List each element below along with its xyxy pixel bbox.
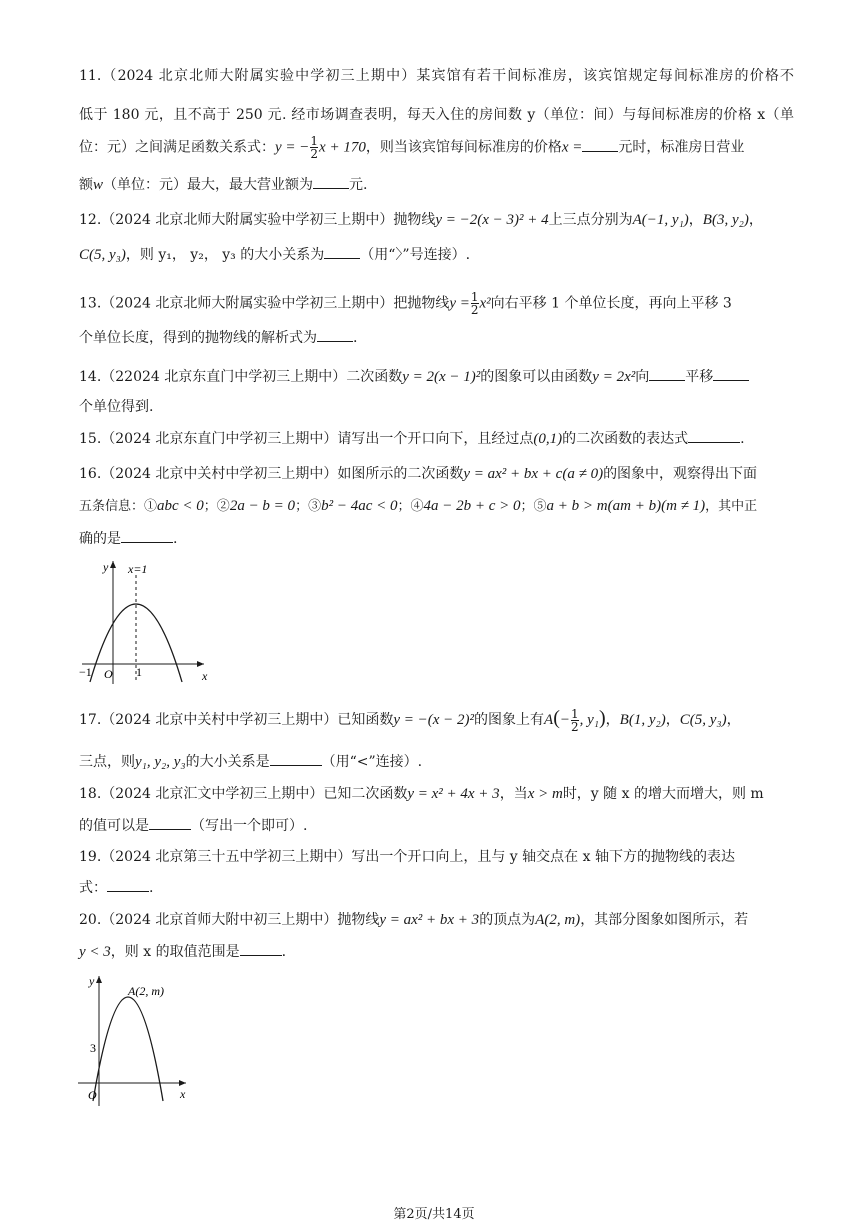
vertex-label: A(2, m) — [128, 984, 164, 998]
answer-blank — [107, 877, 149, 892]
q11-text: 元. — [349, 177, 368, 193]
q20-formula: y = ax² + bx + 3 — [379, 912, 480, 928]
frac-denominator: 2 — [310, 147, 319, 161]
q14-text: 的图象可以由函数 — [480, 369, 593, 385]
q11-text: 位：元）之间满足函数关系式： — [79, 139, 275, 156]
q17-point-c: C(5, y₃) — [679, 712, 727, 728]
q12-formula: y = −2(x − 3)² + 4 — [435, 212, 549, 228]
q18-text: ，当 — [499, 786, 528, 802]
q13-line-2 — [79, 327, 794, 349]
q18-text: （写出一个即可）. — [191, 818, 308, 834]
q13-line-1 — [79, 291, 794, 316]
q14-formula: y = 2(x − 1)² — [402, 369, 481, 385]
origin-label: O — [104, 667, 113, 681]
q12-point-a: A(−1, y₁) — [632, 212, 689, 228]
q12-text: 上三点分别为 — [548, 212, 633, 228]
q15-point: (0,1) — [533, 431, 563, 447]
q11-text: 元时，标准房日营业 — [618, 139, 745, 156]
frac-numerator: 1 — [310, 134, 319, 148]
q16-condition-4: 4a − 2b + c > 0 — [423, 498, 521, 514]
q16-text: ；⑤ — [520, 499, 547, 514]
q20-parabola-figure — [76, 970, 196, 1110]
q17-text: （用“<”连接）. — [321, 754, 423, 770]
y-intercept-label: 3 — [90, 1041, 96, 1055]
q11-line-3 — [79, 135, 794, 160]
q20-line-1 — [79, 909, 794, 931]
parabola-curve — [93, 997, 163, 1101]
answer-blank — [688, 428, 740, 443]
q16-formula: y = ax² + bx + c(a ≠ 0) — [463, 466, 604, 482]
q11-text: ，则当该宾馆每间标准房的价格 — [365, 139, 562, 156]
q14-text: 14.（22024 北京东直门中学初三上期中）二次函数 — [79, 369, 403, 385]
q17-text: 17.（2024 北京中关村中学初三上期中）已知函数 — [79, 712, 394, 728]
q12-line-2 — [79, 244, 794, 266]
q20-text: 20.（2024 北京首师大附中初三上期中）抛物线 — [79, 912, 380, 928]
q16-text: . — [173, 531, 178, 547]
q15-text: 的二次函数的表达式 — [562, 431, 689, 447]
q16-condition-1: abc < 0 — [157, 498, 204, 514]
q17-formula: y = −(x − 2)² — [393, 712, 475, 728]
q20-text: ，则 x 的取值范围是 — [110, 944, 240, 960]
q16-line-2 — [79, 495, 794, 518]
q17-text: 的图象上有 — [474, 712, 545, 728]
q19-text: 式： — [79, 880, 107, 896]
q12-text: （用“〉”号连接）. — [360, 247, 471, 263]
one-label: 1 — [136, 665, 142, 679]
q14-formula-2: y = 2x² — [592, 369, 636, 385]
y-axis-arrow-icon — [110, 561, 116, 568]
answer-blank — [324, 244, 360, 259]
frac-denominator: 2 — [570, 719, 579, 734]
q17-vars: y₁, y₂, y₃ — [135, 754, 186, 770]
answer-blank — [582, 137, 618, 152]
q17-fraction — [571, 708, 579, 733]
q11-line-2: 低于 180 元，且不高于 250 元. 经市场调查表明，每天入住的房间数 y（单位：间）与每间标准房的价格 x（单 — [79, 107, 794, 123]
q17-text: 的大小关系是 — [185, 754, 270, 770]
q18-line-1 — [79, 783, 794, 805]
q19-text: . — [149, 880, 154, 896]
symmetry-axis-label: x=1 — [128, 562, 148, 576]
q11-formula-tail: x + 170 — [319, 139, 366, 156]
x-label: x — [180, 1087, 186, 1101]
q17-point-a-label: A — [544, 712, 554, 728]
origin-label: O — [88, 1088, 97, 1102]
q18-text: 的值可以是 — [79, 818, 149, 834]
q16-line-3 — [79, 528, 794, 550]
q17-point-b: B(1, y₂) — [619, 712, 666, 728]
q13-text: 个单位长度，得到的抛物线的解析式为 — [79, 330, 317, 346]
q15-text: 15.（2024 北京东直门中学初三上期中）请写出一个开口向下，且经过点 — [79, 431, 534, 447]
q13-text: 向右平移 1 个单位长度，再向上平移 3 — [490, 295, 732, 312]
x-axis-arrow-icon — [197, 661, 204, 667]
q16-text: 16.（2024 北京中关村中学初三上期中）如图所示的二次函数 — [79, 466, 464, 482]
answer-blank — [649, 366, 685, 381]
q17-point-a-tail: , y₁ — [579, 712, 599, 728]
q17-line-2 — [79, 751, 794, 773]
q12-text: ，则 y₁， y₂， y₃ 的大小关系为 — [125, 247, 325, 263]
q18-text: 时，y 随 x 的增大而增大，则 m — [562, 786, 764, 802]
q20-point-a: A(2, m) — [535, 912, 581, 928]
q11-text: （单位：元）最大，最大营业额为 — [103, 177, 314, 193]
q19-line-2 — [79, 877, 794, 899]
q16-text: ；③ — [295, 499, 322, 514]
q16-line-1 — [79, 463, 794, 485]
answer-blank — [713, 366, 749, 381]
q16-text: 的图象中，观察得出下面 — [603, 466, 758, 482]
q20-line-2 — [79, 941, 794, 963]
q12-point-c: C(5, y₃) — [79, 247, 126, 263]
q17-sign: − — [559, 712, 570, 728]
answer-blank — [149, 815, 191, 830]
q20-text: 的顶点为 — [479, 912, 536, 928]
frac-numerator: 1 — [470, 290, 479, 304]
q18-line-2 — [79, 815, 794, 837]
q11-formula: y = − — [275, 139, 310, 156]
frac-denominator: 2 — [470, 303, 479, 317]
q20-condition: y < 3 — [79, 944, 111, 960]
q14-line-1 — [79, 366, 794, 388]
q18-text: 18.（2024 北京汇文中学初三上期中）已知二次函数 — [79, 786, 408, 802]
answer-blank — [240, 941, 282, 956]
q16-text: 确的是 — [79, 531, 121, 547]
q14-text: 向 — [635, 369, 650, 385]
q17-text: 三点，则 — [79, 754, 135, 770]
answer-blank — [313, 174, 349, 189]
y-label: y — [103, 560, 109, 574]
q15-text: . — [740, 431, 745, 447]
page-footer: 第2页/共14页 — [393, 1207, 475, 1222]
q20-text: . — [281, 944, 287, 960]
q12-text: 12.（2024 北京北师大附属实验中学初三上期中）抛物线 — [79, 212, 436, 228]
q19-line-1: 19.（2024 北京第三十五中学初三上期中）写出一个开口向上，且与 y 轴交点在 x 轴下方的抛物线的表达 — [79, 849, 735, 865]
q16-condition-2: 2a − b = 0 — [229, 498, 296, 514]
q11-line-4 — [79, 174, 794, 196]
q16-condition-3: b² − 4ac < 0 — [321, 498, 398, 514]
q14-line-2: 个单位得到. — [79, 399, 154, 415]
frac-numerator: 1 — [570, 706, 579, 721]
q13-fraction — [471, 291, 479, 316]
q16-text: ，其中正 — [705, 499, 758, 514]
answer-blank — [270, 751, 322, 766]
q20-text: ，其部分图象如图所示，若 — [580, 912, 749, 928]
answer-blank — [121, 528, 173, 543]
q17-line-1: 17.（2024 北京中关村中学初三上期中）已知函数y = −(x − 2)²的图象上有A(− $\frac{1}{2}$ , y₁)，B(1, y₂)，C(5, y₃)， — [79, 706, 741, 734]
q13-text: 13.（2024 北京北师大附属实验中学初三上期中）把抛物线 — [79, 295, 450, 312]
q14-text: 平移 — [685, 369, 714, 385]
q16-text: ；④ — [397, 499, 424, 514]
x-axis-arrow-icon — [179, 1080, 186, 1086]
q18-formula: y = x² + 4x + 3 — [407, 786, 500, 802]
q16-text: ；② — [203, 499, 230, 514]
y-label: y — [89, 974, 95, 988]
q11-fraction — [310, 135, 318, 160]
q13-formula: y = — [449, 295, 470, 312]
q16-condition-5: a + b > m(am + b)(m ≠ 1) — [546, 498, 706, 514]
q12-point-b: B(3, y₂) — [702, 212, 749, 228]
x-label: x — [202, 669, 208, 683]
q13-formula-tail: x² — [479, 295, 491, 312]
q11-text: 额 — [79, 177, 93, 193]
answer-blank — [317, 327, 353, 342]
q12-line-1: 12.（2024 北京北师大附属实验中学初三上期中）抛物线y = −2(x − 3)² + 4上三点分别为A(−1, y₁)，B(3, y₂)， — [79, 212, 763, 228]
q18-condition: x > m — [527, 786, 563, 802]
q11-line-1: 11.（2024 北京北师大附属实验中学初三上期中）某宾馆有若干间标准房，该宾馆规定每间标准房的价格不 — [79, 68, 794, 84]
q11-var: x = — [561, 139, 583, 156]
q11-var: w — [93, 177, 104, 193]
neg-one-label: −1 — [79, 665, 92, 679]
q15-line-1 — [79, 428, 794, 450]
q16-text: 五条信息：① — [79, 499, 158, 514]
y-axis-arrow-icon — [96, 976, 102, 983]
q16-parabola-figure — [76, 557, 216, 687]
q13-text: . — [353, 330, 358, 346]
